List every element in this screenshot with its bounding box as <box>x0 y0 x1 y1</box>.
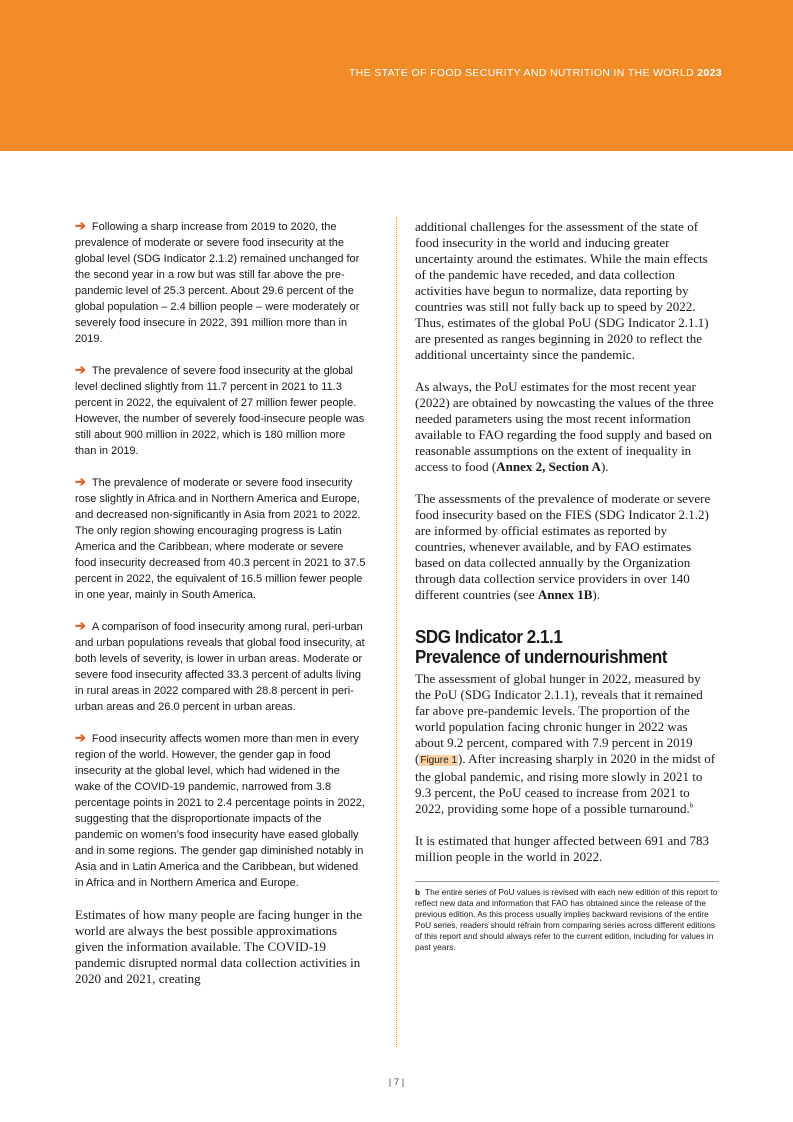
body-paragraph: Estimates of how many people are facing hunger in the world are always the best possible approximations given the information available. The COVID-19 pandemic disrupted normal data collection activities in 2020 and 2021, creating <box>75 907 362 986</box>
arrow-right-icon: ➔ <box>75 474 86 489</box>
right-column <box>415 219 719 953</box>
footnote-label: b <box>415 887 421 897</box>
header-band <box>0 0 793 151</box>
report-title: THE STATE OF FOOD SECURITY AND NUTRITION IN THE WORLD 2023 <box>348 67 722 79</box>
key-message-4: ➔ A comparison of food insecurity among rural, peri-urban and urban populations reveals that global food insecurity, at both levels of severity, is lower in urban areas. Moderate or severe food insecurity affected 33.3 percent of adults living in rural areas in 2022 compared with 28.8 percent in peri-urban areas and 26.0 percent in urban areas. <box>75 618 365 713</box>
arrow-right-icon: ➔ <box>75 618 86 633</box>
key-message-2: ➔ The prevalence of severe food insecurity at the global level declined slightly from 11.7 percent in 2021 to 11.3 percent in 2022, the equivalent of 27 million fewer people. However, the number of severely food-insecure people was still about 900 million in 2022, which is 180 million more than in 2019. <box>75 362 365 457</box>
column-divider <box>396 217 397 1047</box>
body-paragraph: It is estimated that hunger affected between 691 and 783 million people in the world in 2022. <box>415 833 709 864</box>
left-column <box>75 219 367 1003</box>
arrow-right-icon: ➔ <box>75 730 86 745</box>
footnote-marker[interactable]: b <box>689 801 694 810</box>
annex-reference: Annex 2, Section A <box>496 459 601 474</box>
body-paragraph: As always, the PoU estimates for the most recent year (2022) are obtained by nowcasting the values of the three needed parameters using the most recent information available to FAO regarding the food supply and based on reasonable assumptions on the extent of inequality in access to food (Annex 2, Section A). <box>415 379 714 474</box>
section-heading: SDG Indicator 2.1.1 Prevalence of undernourishment <box>415 626 667 667</box>
key-message-5: ➔ Food insecurity affects women more than men in every region of the world. However, the gender gap in food insecurity at the global level, which had widened in the wake of the COVID-19 pandemic, narrowed from 3.8 percentage points in 2021 to 2.4 percentage points in 2022, suggesting that the disproportionate impacts of the pandemic on women’s food insecurity have eased globally and in some regions. The gender gap diminished notably in Asia and in Latin America and the Caribbean, but widened in Africa and in Northern America and Europe. <box>75 730 365 889</box>
body-paragraph: The assessments of the prevalence of moderate or severe food insecurity based on the FIES (SDG Indicator 2.1.2) are informed by official estimates as reported by countries, whenever available, and by FAO estimates based on data collected annually by the Organization through data collection service providers in over 140 different countries (see Annex 1B). <box>415 491 711 602</box>
footnote: b The entire series of PoU values is revised with each new edition of this report to reflect new data and information that FAO has obtained since the release of the previous edition. As this process usually implies backward revisions of the entire PoU series, readers should refrain from comparing series across different editions of this report and should always refer to the current edition, including for values in past years. <box>415 881 719 953</box>
key-message-3: ➔ The prevalence of moderate or severe food insecurity rose slightly in Africa and in Northern America and Europe, and decreased non-significantly in Asia from 2021 to 2022. The only region showing encouraging progress is Latin America and the Caribbean, where moderate or severe food insecurity decreased from 40.3 percent in 2021 to 37.5 percent in 2022, the equivalent of 16.5 million fewer people in one year, mainly in South America. <box>75 474 366 601</box>
page-number: | 7 | <box>388 1077 405 1088</box>
figure-reference-link[interactable]: Figure 1 <box>420 755 458 766</box>
annex-reference: Annex 1B <box>537 587 593 602</box>
body-paragraph: additional challenges for the assessment of the state of food insecurity in the world and inducing greater uncertainty around the estimates. While the main effects of the pandemic have receded, and data collection activities have begun to normalize, data reporting by countries was still not fully back up to speed by 2022. Thus, estimates of the global PoU (SDG Indicator 2.1.1) are presented as ranges beginning in 2020 to reflect the additional uncertainty since the pandemic. <box>415 219 709 362</box>
body-paragraph: The assessment of global hunger in 2022, measured by the PoU (SDG Indicator 2.1.1), reveals that it remained far above pre-pandemic levels. The proportion of the world population facing chronic hunger in 2022 was about 9.2 percent, compared with 7.9 percent in 2019 (Figure 1). After increasing sharply in 2020 in the midst of the global pandemic, and rising more slowly in 2021 to 9.3 percent, the PoU ceased to increase from 2021 to 2022, providing some hope of a possible turnaround.$^b$ <box>415 671 716 816</box>
arrow-right-icon: ➔ <box>75 362 86 377</box>
key-message-1: ➔ Following a sharp increase from 2019 to 2020, the prevalence of moderate or severe food insecurity at the global level (SDG Indicator 2.1.2) remained unchanged for the second year in a row but was still far above the pre-pandemic level of 25.3 percent. About 29.6 percent of the global population – 2.4 billion people – were moderately or severely food insecure in 2022, 391 million more than in 2019. <box>75 218 360 345</box>
arrow-right-icon: ➔ <box>75 218 86 233</box>
